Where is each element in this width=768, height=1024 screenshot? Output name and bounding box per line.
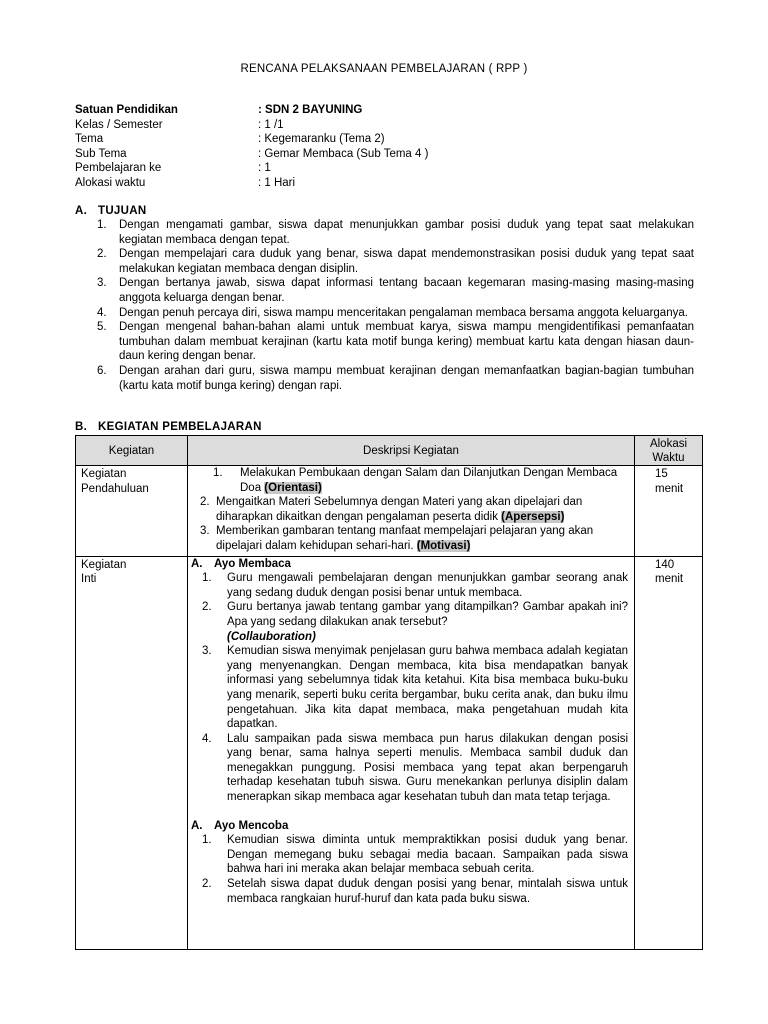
identity-row — [75, 103, 695, 118]
item-number: 2. — [202, 601, 212, 614]
item-number: 4. — [97, 306, 107, 319]
item-number: 5. — [97, 321, 107, 334]
item-body: Memberikan gambaran tentang manfaat mempelajari pelajaran yang akan dipelajari dalam kehidupan sehari-hari. — [216, 525, 594, 552]
identity-row — [75, 118, 695, 133]
item-text — [240, 466, 628, 495]
item-number: 3. — [200, 525, 210, 538]
table-row-inti — [76, 556, 703, 949]
list-item — [97, 276, 694, 305]
identity-key: Alokasi waktu — [75, 176, 146, 189]
cell-deskripsi — [188, 556, 635, 949]
cell-alokasi — [635, 556, 703, 949]
item-number: 6. — [97, 364, 107, 377]
header-deskripsi: Deskripsi Kegiatan — [188, 436, 635, 466]
section-number: A. — [75, 205, 88, 217]
ayo-mencoba-list — [191, 833, 628, 906]
alokasi-value: 15 — [655, 468, 668, 480]
kegiatan-table — [75, 435, 703, 950]
identity-row — [75, 176, 695, 191]
section-title: TUJUAN — [98, 205, 147, 217]
kegiatan-label-line1: Kegiatan — [81, 468, 127, 480]
section-heading-kegiatan — [75, 420, 262, 435]
item-body: Melakukan Pembukaan dengan Salam dan Dilanjutkan Dengan Membaca Doa — [240, 467, 618, 494]
section-heading-tujuan — [75, 204, 146, 219]
subsection-number: A. — [191, 557, 203, 570]
section-number: B. — [75, 421, 88, 433]
item-number: 2. — [202, 878, 212, 891]
item-text — [227, 600, 628, 644]
item-number: 1. — [97, 219, 107, 231]
item-number: 3. — [97, 277, 107, 290]
item-tag: (Apersepsi) — [501, 510, 565, 523]
identity-row — [75, 132, 695, 147]
kegiatan-label-line1: Kegiatan — [81, 558, 127, 571]
item-text — [216, 495, 628, 524]
list-item — [191, 524, 628, 553]
item-text: Guru mengawali pembelajaran dengan menunjukkan gambar seorang anak yang sedang duduk dengan posisi benar untuk membaca. — [227, 572, 628, 599]
identity-value: : Gemar Membaca (Sub Tema 4 ) — [258, 147, 429, 160]
identity-key: Kelas / Semester — [75, 118, 163, 131]
item-number: 1. — [202, 572, 212, 585]
ayo-membaca-list — [191, 571, 628, 805]
identity-row — [75, 161, 695, 176]
item-tag: (Orientasi) — [264, 481, 322, 494]
list-item — [97, 306, 694, 321]
item-text: Kemudian siswa diminta untuk mempraktikkan posisi duduk yang benar. Dengan memegang buku sebagai media bacaan. Sampaikan pada siswa bahwa hari ini meraka akan belajar membaca sebuah cerita. — [227, 834, 628, 876]
item-tag: (Motivasi) — [416, 539, 471, 552]
subsection-heading-ayo-membaca — [191, 557, 628, 572]
list-item — [202, 600, 628, 644]
alokasi-unit: menit — [655, 482, 684, 495]
item-number: 1. — [202, 834, 212, 847]
cell-kegiatan — [76, 466, 188, 557]
item-tag: (Collauboration) — [227, 630, 316, 643]
identity-value: : SDN 2 BAYUNING — [258, 104, 363, 116]
item-text: Kemudian siswa menyimak penjelasan guru bahwa membaca adalah kegiatan yang menyenangkan. Dengan membaca, kita bisa mendapatkan banyak informasi yang sebelumnya tidak kita ketahui. Kita bisa membaca buku-buku yang menarik, seperti buku cerita bergambar, buku cerita anak, dan buku ilmu pengetahuan. Jika kita dapat membaca, maka pengetahuan mudah kita dapatkan. — [227, 645, 628, 731]
item-body: Guru bertanya jawab tentang gambar yang ditampilkan? Gambar apakah ini? Apa yang sedang dilakukan anak tersebut? — [227, 601, 628, 628]
item-text: Dengan arahan dari guru, siswa mampu membuat kerajinan dengan memanfaatkan bagian-bagian tumbuhan (kartu kata motif bunga kering) dengan rapi. — [119, 364, 694, 392]
header-alokasi-line2: Waktu — [652, 451, 685, 464]
header-alokasi — [635, 436, 703, 466]
item-text: Lalu sampaikan pada siswa membaca pun harus dilakukan dengan posisi yang benar, sama halnya seperti menulis. Membaca sambil duduk dan menegakkan punggung. Posisi membaca yang tepat akan berpengaruh terhadap kesehatan tubuh siswa. Guru menekankan perlunya disiplin dalam menerapkan sikap membaca agar kesehatan tubuh dan mata tetap terjaga. — [227, 732, 628, 804]
header-alokasi-line1: Alokasi — [649, 437, 688, 450]
item-text: Dengan penuh percaya diri, siswa mampu menceritakan pengalaman membaca bersama anggota keluarganya. — [119, 306, 688, 319]
kegiatan-label-line2: Inti — [81, 573, 97, 586]
identity-key: Sub Tema — [75, 147, 127, 160]
subsection-title: Ayo Membaca — [214, 557, 291, 570]
identity-key: Satuan Pendidikan — [75, 104, 178, 116]
subsection-heading-ayo-mencoba — [191, 819, 628, 834]
list-item — [202, 877, 628, 906]
table-row-pendahuluan — [76, 466, 703, 557]
list-item — [97, 247, 694, 276]
table-header-row — [76, 436, 703, 466]
item-number: 2. — [97, 248, 107, 261]
kegiatan-label-line2: Pendahuluan — [81, 482, 149, 495]
item-number: 3. — [202, 645, 212, 658]
header-kegiatan: Kegiatan — [76, 436, 188, 466]
list-item — [97, 364, 694, 393]
identity-block — [75, 103, 695, 191]
item-number: 2. — [200, 496, 210, 509]
identity-value: : 1 Hari — [258, 176, 296, 189]
tujuan-list — [97, 218, 694, 393]
section-title: KEGIATAN PEMBELAJARAN — [98, 421, 262, 433]
item-number: 1. — [213, 467, 223, 479]
subsection-title: Ayo Mencoba — [214, 819, 289, 832]
identity-value: : 1 — [258, 162, 271, 175]
identity-key: Tema — [75, 133, 104, 146]
item-text — [216, 524, 628, 553]
list-item — [97, 218, 694, 247]
list-item — [191, 466, 628, 495]
subsection-number: A. — [191, 819, 203, 832]
cell-deskripsi — [188, 466, 635, 557]
pendahuluan-list — [191, 466, 628, 554]
item-body: Mengaitkan Materi Sebelumnya dengan Materi yang akan dipelajari dan diharapkan dikaitkan dengan pengalaman peserta didik — [216, 496, 583, 523]
document-title: RENCANA PELAKSANAAN PEMBELAJARAN ( RPP ) — [240, 63, 528, 75]
identity-value: : Kegemaranku (Tema 2) — [258, 133, 385, 146]
identity-row — [75, 147, 695, 162]
item-text: Dengan mengamati gambar, siswa dapat menunjukkan gambar posisi duduk yang tepat saat melakukan kegiatan membaca dengan tepat. — [119, 219, 694, 246]
item-number: 4. — [202, 732, 212, 745]
cell-alokasi — [635, 466, 703, 557]
alokasi-unit: menit — [655, 573, 684, 586]
list-item — [202, 833, 628, 877]
list-item — [202, 732, 628, 805]
identity-value: : 1 /1 — [258, 118, 284, 131]
list-item — [202, 644, 628, 732]
item-text: Dengan mempelajari cara duduk yang benar, siswa dapat mendemonstrasikan posisi duduk yang tepat saat melakukan kegiatan membaca dengan disiplin. — [119, 248, 694, 275]
cell-kegiatan — [76, 556, 188, 949]
list-item — [202, 571, 628, 600]
alokasi-value: 140 — [655, 558, 675, 571]
list-item — [191, 495, 628, 524]
item-text: Dengan bertanya jawab, siswa dapat informasi tentang bacaan kegemaran masing-masing masing-masing anggota keluarga dengan benar. — [119, 277, 694, 304]
item-text: Dengan mengenal bahan-bahan alami untuk membuat karya, siswa mampu mengidentifikasi pemanfaatan tumbuhan dalam membuat kerajinan (kartu kata motif bunga kering) membuat kartu kata dengan hiasan daun-daun kering dengan benar. — [119, 321, 694, 363]
list-item — [97, 320, 694, 364]
item-text: Setelah siswa dapat duduk dengan posisi yang benar, mintalah siswa untuk membaca rangkaian huruf-huruf dan kata pada buku siswa. — [227, 878, 628, 905]
identity-key: Pembelajaran ke — [75, 162, 162, 175]
